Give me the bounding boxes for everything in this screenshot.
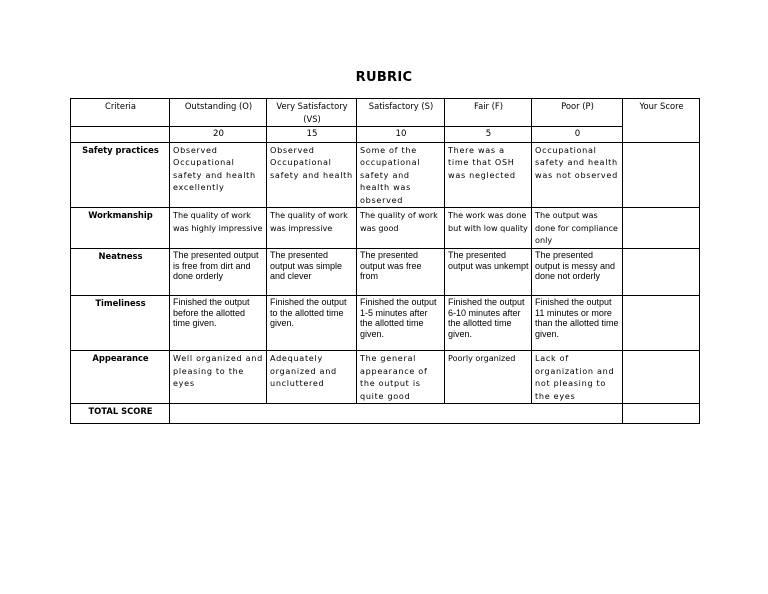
criterion-neatness: Neatness	[71, 249, 170, 296]
table-row	[71, 296, 700, 351]
header-row	[71, 99, 700, 127]
table-cell: The presented output is free from dirt and done orderly	[170, 249, 267, 296]
table-row	[71, 351, 700, 404]
criterion-workmanship: Workmanship	[71, 208, 170, 249]
score-cell[interactable]	[623, 296, 700, 351]
score-cell[interactable]	[623, 249, 700, 296]
table-cell: Finished the output 6-10 minutes after the allotted time given.	[445, 296, 532, 351]
score-cell[interactable]	[623, 142, 700, 208]
table-cell: Finished the output 1-5 minutes after the allotted time given.	[357, 296, 445, 351]
table-cell: The general appearance of the output is quite good	[357, 351, 445, 404]
table-cell: The presented output was unkempt	[445, 249, 532, 296]
table-cell: Finished the output before the allotted time given.	[170, 296, 267, 351]
table-cell: The presented output is messy and done not orderly	[532, 249, 623, 296]
table-cell: The quality of work was impressive	[267, 208, 357, 249]
table-cell: Poorly organized	[445, 351, 532, 404]
total-score-cell[interactable]	[623, 404, 700, 424]
table-cell: Finished the output to the allotted time given.	[267, 296, 357, 351]
header-very-satisfactory: Very Satisfactory (VS)	[267, 99, 357, 127]
header-criteria: Criteria	[71, 99, 170, 127]
table-cell: There was a time that OSH was neglected	[445, 142, 532, 208]
table-cell: Occupational safety and health was not observed	[532, 142, 623, 208]
table-cell: The presented output was simple and clever	[267, 249, 357, 296]
criterion-appearance: Appearance	[71, 351, 170, 404]
score-cell[interactable]	[623, 351, 700, 404]
total-blank	[170, 404, 623, 424]
table-cell: Observed Occupational safety and health	[267, 142, 357, 208]
points-row	[71, 127, 700, 143]
document-title: RUBRIC	[355, 70, 413, 85]
total-score-label: TOTAL SCORE	[71, 404, 170, 424]
score-cell[interactable]	[623, 208, 700, 249]
table-cell: The output was done for compliance only	[532, 208, 623, 249]
table-row	[71, 208, 700, 249]
header-satisfactory: Satisfactory (S)	[357, 99, 445, 127]
criterion-safety-practices: Safety practices	[71, 142, 170, 208]
header-fair: Fair (F)	[445, 99, 532, 127]
points-poor: 0	[532, 127, 623, 143]
rubric-table	[70, 98, 700, 424]
table-cell: The work was done but with low quality	[445, 208, 532, 249]
table-cell: Lack of organization and not pleasing to the eyes	[532, 351, 623, 404]
points-outstanding: 20	[170, 127, 267, 143]
points-blank	[71, 127, 170, 143]
table-cell: The presented output was free from	[357, 249, 445, 296]
criterion-timeliness: Timeliness	[71, 296, 170, 351]
table-row	[71, 249, 700, 296]
table-cell: Observed Occupational safety and health excellently	[170, 142, 267, 208]
header-outstanding: Outstanding (O)	[170, 99, 267, 127]
table-cell: The quality of work was highly impressive	[170, 208, 267, 249]
table-cell: The quality of work was good	[357, 208, 445, 249]
table-cell: Finished the output 11 minutes or more than the allotted time given.	[532, 296, 623, 351]
points-very-satisfactory: 15	[267, 127, 357, 143]
table-cell: Adequately organized and uncluttered	[267, 351, 357, 404]
table-row	[71, 142, 700, 208]
header-your-score: Your Score	[623, 99, 700, 143]
header-poor: Poor (P)	[532, 99, 623, 127]
total-row	[71, 404, 700, 424]
table-cell: Some of the occupational safety and health was observed	[357, 142, 445, 208]
table-cell: Well organized and pleasing to the eyes	[170, 351, 267, 404]
points-fair: 5	[445, 127, 532, 143]
points-satisfactory: 10	[357, 127, 445, 143]
